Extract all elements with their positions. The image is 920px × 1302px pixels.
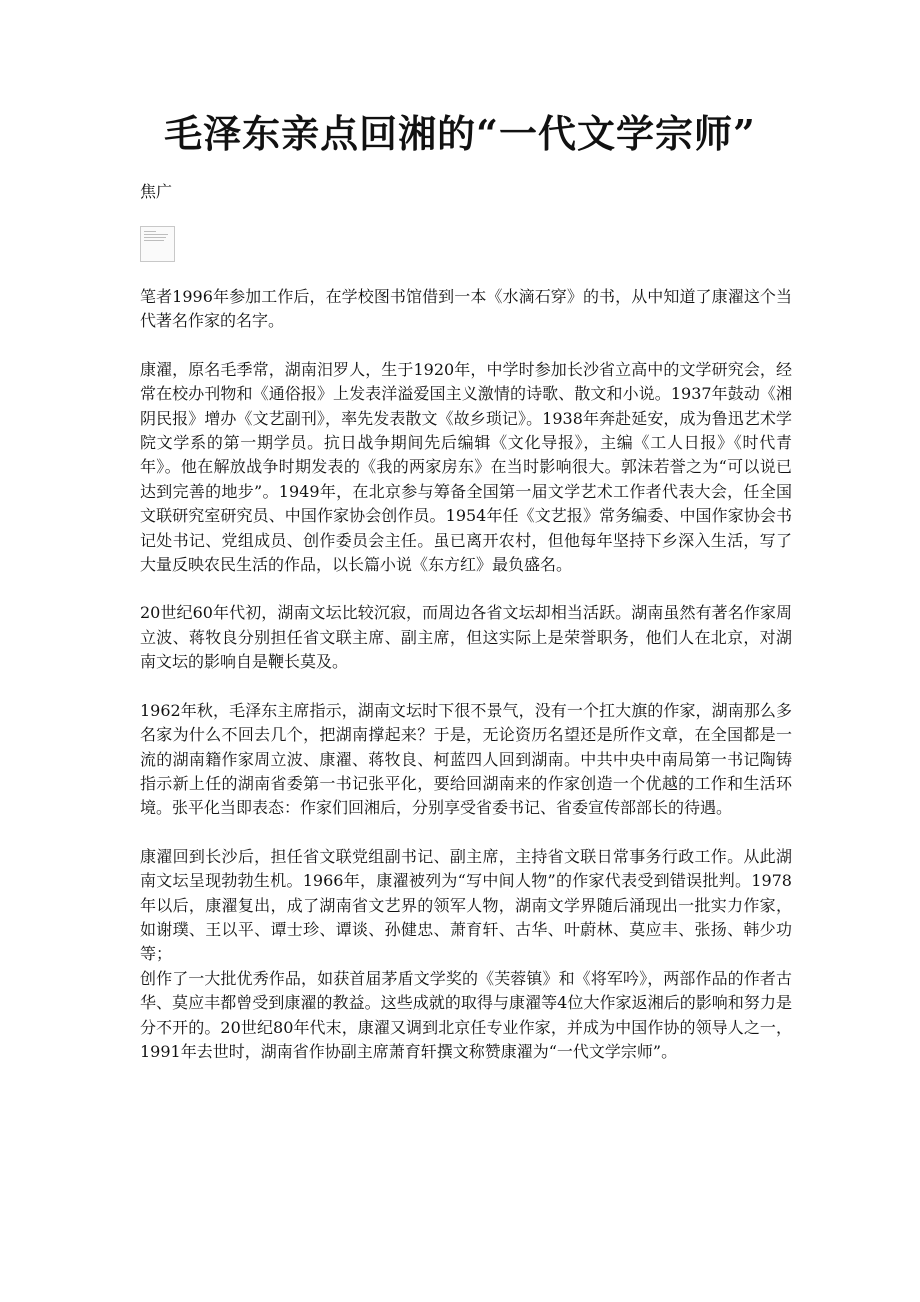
paragraph: 笔者1996年参加工作后，在学校图书馆借到一本《水滴石穿》的书，从中知道了康濯这个当代著名作家的名字。 xyxy=(140,287,792,331)
paragraph: 康濯，原名毛季常，湖南汨罗人，生于1920年，中学时参加长沙省立高中的文学研究会，经常在校办刊物和《通俗报》上发表洋溢爱国主义激情的诗歌、散文和小说。1937年鼓动《湘阴民报》增办《文艺副刊》，率先发表散文《故乡琐记》。1938年奔赴延安，成为鲁迅艺术学院文学系的第一期学员。抗日战争期间先后编辑《文化导报》，主编《工人日报》《时代青年》。他在解放战争时期发表的《我的两家房东》在当时影响很大。郭沫若誉之为“可以说已达到完善的地步”。1949年，在北京参与筹备全国第一届文学艺术工作者代表大会，任全国文联研究室研究员、中国作家协会创作员。1954年任《文艺报》常务编委、中国作家协会书记处书记、党组成员、创作委员会主任。虽已离开农村，但他每年坚持下乡深入生活，写了大量反映农民生活的作品，以长篇小说《东方红》最负盛名。 xyxy=(140,359,792,575)
article-body xyxy=(140,285,792,1088)
paragraph: 创作了一大批优秀作品，如获首届茅盾文学奖的《芙蓉镇》和《将军吟》，两部作品的作者古华、莫应丰都曾受到康濯的教益。这些成就的取得与康濯等4位大作家返湘后的影响和努力是分不开的。20世纪80年代末，康濯又调到北京任专业作家，并成为中国作协的领导人之一，1991年去世时，湖南省作协副主席萧育轩撰文称赞康濯为“一代文学宗师”。 xyxy=(140,968,792,1061)
image-thumbnail-icon xyxy=(140,226,175,262)
paragraph: 20世纪60年代初，湖南文坛比较沉寂，而周边各省文坛却相当活跃。湖南虽然有著名作家周立波、蒋牧良分别担任省文联主席、副主席，但这实际上是荣誉职务，他们人在北京，对湖南文坛的影响自是鞭长莫及。 xyxy=(140,603,792,672)
article-title: 毛泽东亲点回湘的“一代文学宗师” xyxy=(164,111,756,156)
paragraph: 1962年秋，毛泽东主席指示，湖南文坛时下很不景气，没有一个扛大旗的作家，湖南那么多名家为什么不回去几个，把湖南撑起来？于是，无论资历名望还是所作文章，在全国都是一流的湖南籍作家周立波、康濯、蒋牧良、柯蓝四人回到湖南。中共中央中南局第一书记陶铸指示新上任的湖南省委第一书记张平化，要给回湖南来的作家创造一个优越的工作和生活环境。张平化当即表态：作家们回湘后，分别享受省委书记、省委宣传部部长的待遇。 xyxy=(140,700,792,818)
author-name: 焦广 xyxy=(140,182,173,201)
paragraph: 康濯回到长沙后，担任省文联党组副书记、副主席，主持省文联日常事务行政工作。从此湖南文坛呈现勃勃生机。1966年，康濯被列为“写中间人物”的作家代表受到错误批判。1978年以后，康濯复出，成了湖南省文艺界的领军人物，湖南文学界随后涌现出一批实力作家，如谢璞、王以平、谭士珍、谭谈、孙健忠、萧育轩、古华、叶蔚林、莫应丰、张扬、韩少功等； xyxy=(140,846,792,964)
